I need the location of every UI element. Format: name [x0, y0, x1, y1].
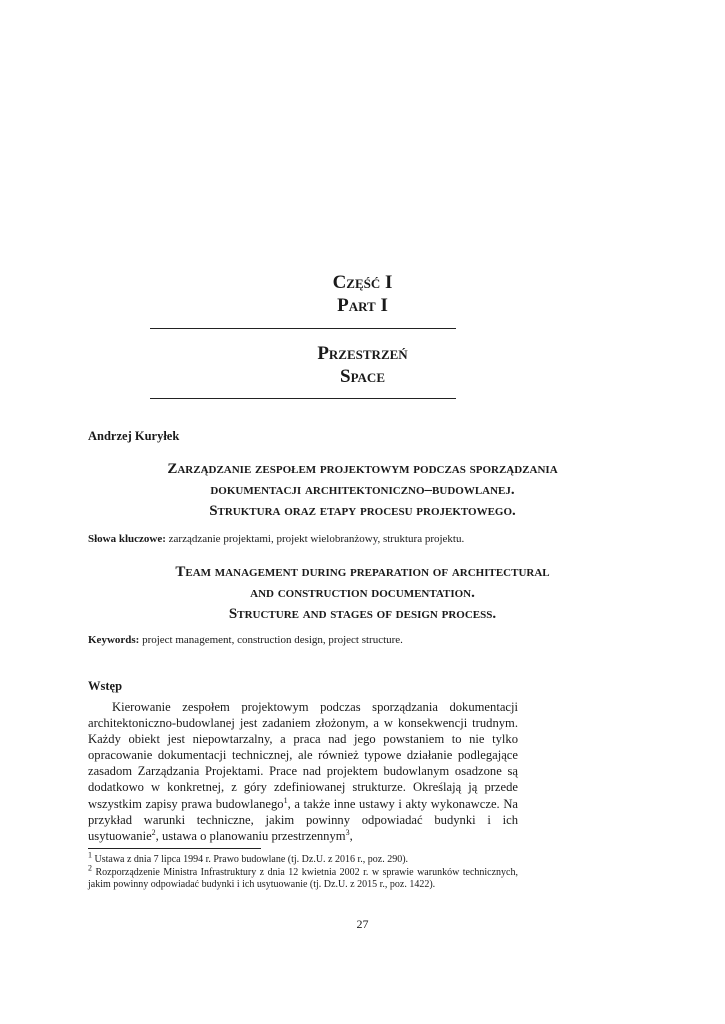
part-divider-top [150, 328, 456, 329]
footnote-1 [88, 850, 518, 867]
footnote-2-mark: 2 [88, 863, 92, 873]
keywords-pl [88, 533, 464, 545]
footnote-1-mark: 1 [88, 850, 92, 860]
footnote-ref-1: 1 [283, 795, 288, 805]
keywords-en [88, 634, 403, 646]
page-number: 27 [356, 917, 369, 931]
footnote-2-text: Rozporządzenie Ministra Infrastruktury z dnia 12 kwietnia 2002 r. w sprawie warunków technicznych, jakim powinny odpowiadać budynki i ich usytuowanie (tj. Dz.U. z 2015 r., poz. 1422). [88, 866, 518, 891]
footnotes [88, 850, 518, 892]
keywords-en-text: project management, construction design, project structure. [139, 634, 403, 646]
article-title-pl-line3: Struktura oraz etapy procesu projektowego. [209, 503, 516, 519]
part-title-en: Space [340, 366, 385, 387]
keywords-pl-text: zarządzanie projektami, projekt wielobranżowy, struktura projektu. [165, 533, 465, 545]
article-title-en-line3: Structure and stages of design process. [228, 606, 497, 622]
footnote-ref-3: 3 [345, 827, 350, 837]
paragraph-text-3: , ustawa o planowaniu przestrzennym [155, 828, 346, 843]
footnote-2 [88, 863, 518, 892]
part-title-pl: Przestrzeń [317, 343, 408, 364]
keywords-pl-label: Słowa kluczowe: [88, 533, 166, 545]
footnote-separator [88, 848, 261, 849]
body-paragraph [88, 699, 518, 844]
part-label-pl: Część I [332, 272, 393, 293]
article-title-pl-line1: Zarządzanie zespołem projektowym podczas sporządzania [167, 461, 558, 477]
part-divider-bottom [150, 398, 456, 399]
paragraph-text-2: , a także inne ustawy i akty wykonawcze. Na przykład warunki techniczne, jakim powinny odpowiadać budynki i ich usytuowanie [88, 796, 519, 843]
footnote-1-text: Ustawa z dnia 7 lipca 1994 r. Prawo budowlane (tj. Dz.U. z 2016 r., poz. 290). [92, 854, 409, 865]
keywords-en-label: Keywords: [88, 634, 140, 646]
article-title-pl-line2: dokumentacji architektoniczno–budowlanej. [210, 482, 515, 498]
author-name: Andrzej Kuryłek [88, 429, 180, 443]
article-title-en-line1: Team management during preparation of architectural [175, 564, 550, 580]
footnote-ref-2: 2 [151, 827, 156, 837]
section-heading: Wstęp [88, 679, 123, 693]
article-title-en-line2: and construction documentation. [250, 585, 475, 601]
paragraph-text-4: , [349, 828, 353, 843]
part-label-en: Part I [337, 295, 388, 316]
paragraph-text-1: Kierowanie zespołem projektowym podczas sporządzania dokumentacji architektoniczno-budowlanej jest zadaniem złożonym, a w konsekwencji trudnym. Każdy obiekt jest niepowtarzalny, a praca nad jego powstaniem to nie tylko opracowanie dokumentacji technicznej, ale również typowe działanie podlegające zasadom Zarządzania Projektami. Prace nad projektem budowlanym osadzone są dodatkowo w konkretnej, z góry zdefiniowanej strukturze. Określają ją przede wszystkim zapisy prawa budowlanego [88, 700, 518, 811]
